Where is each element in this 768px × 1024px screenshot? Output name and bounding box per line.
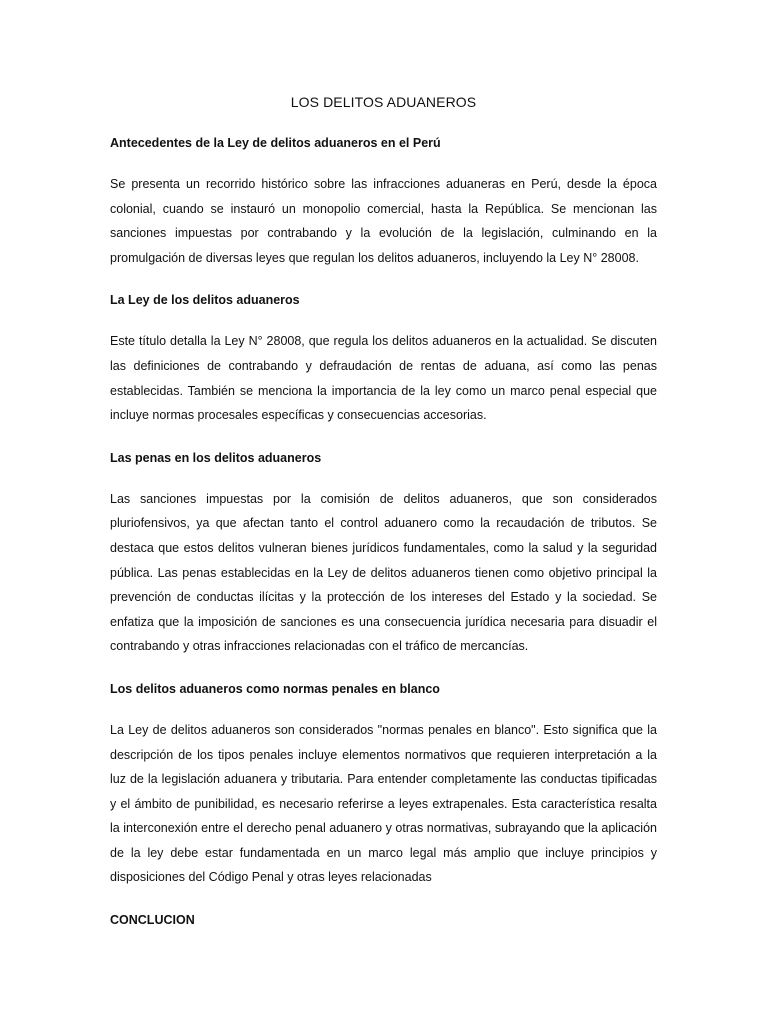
section-heading-antecedentes: Antecedentes de la Ley de delitos aduaneros en el Perú: [110, 136, 441, 150]
section-paragraph-ley: Este título detalla la Ley N° 28008, que regula los delitos aduaneros en la actualidad. Se discuten las definiciones de contrabando y defraudación de rentas de aduana, así como las penas establecidas. También se menciona la importancia de la ley como un marco penal especial que incluye normas procesales específicas y consecuencias accesorias.: [110, 334, 657, 423]
document-title: LOS DELITOS ADUANEROS: [290, 94, 477, 110]
section-paragraph-normas-blanco: La Ley de delitos aduaneros son considerados "normas penales en blanco". Esto significa que la descripción de los tipos penales incluye elementos normativos que requieren interpretación a la luz de la legislación aduanera y tributaria. Para entender completamente las conductas tipificadas y el ámbito de punibilidad, es necesario referirse a leyes extrapenales. Esta característica resalta la interconexión entre el derecho penal aduanero y otras normativas, subrayando que la aplicación de la ley debe estar fundamentada en un marco legal más amplio que incluye principios y disposiciones del Código Penal y otras leyes relacionadas: [110, 722, 657, 885]
section-paragraph-antecedentes: Se presenta un recorrido histórico sobre las infracciones aduaneras en Perú, desde la época colonial, cuando se instauró un monopolio comercial, hasta la República. Se mencionan las sanciones impuestas por contrabando y la evolución de la legislación, culminando en la promulgación de diversas leyes que regulan los delitos aduaneros, incluyendo la Ley N° 28008.: [110, 177, 657, 265]
section-paragraph-penas: Las sanciones impuestas por la comisión de delitos aduaneros, que son considerados pluriofensivos, ya que afectan tanto el control aduanero como la recaudación de tributos. Se destaca que estos delitos vulneran bienes jurídicos fundamentales, como la salud y la seguridad pública. Las penas establecidas en la Ley de delitos aduaneros tienen como objetivo principal la prevención de conductas ilícitas y la protección de los intereses del Estado y la sociedad. Se enfatiza que la imposición de sanciones es una consecuencia jurídica necesaria para disuadir el contrabando y otras infracciones relacionadas con el tráfico de mercancías.: [110, 491, 657, 654]
section-heading-ley: La Ley de los delitos aduaneros: [110, 293, 300, 308]
conclusion-heading: CONCLUCION: [110, 913, 195, 928]
section-heading-normas-blanco: Los delitos aduaneros como normas penales en blanco: [110, 681, 440, 696]
document-page: [110, 94, 657, 929]
section-heading-penas: Las penas en los delitos aduaneros: [110, 450, 322, 465]
